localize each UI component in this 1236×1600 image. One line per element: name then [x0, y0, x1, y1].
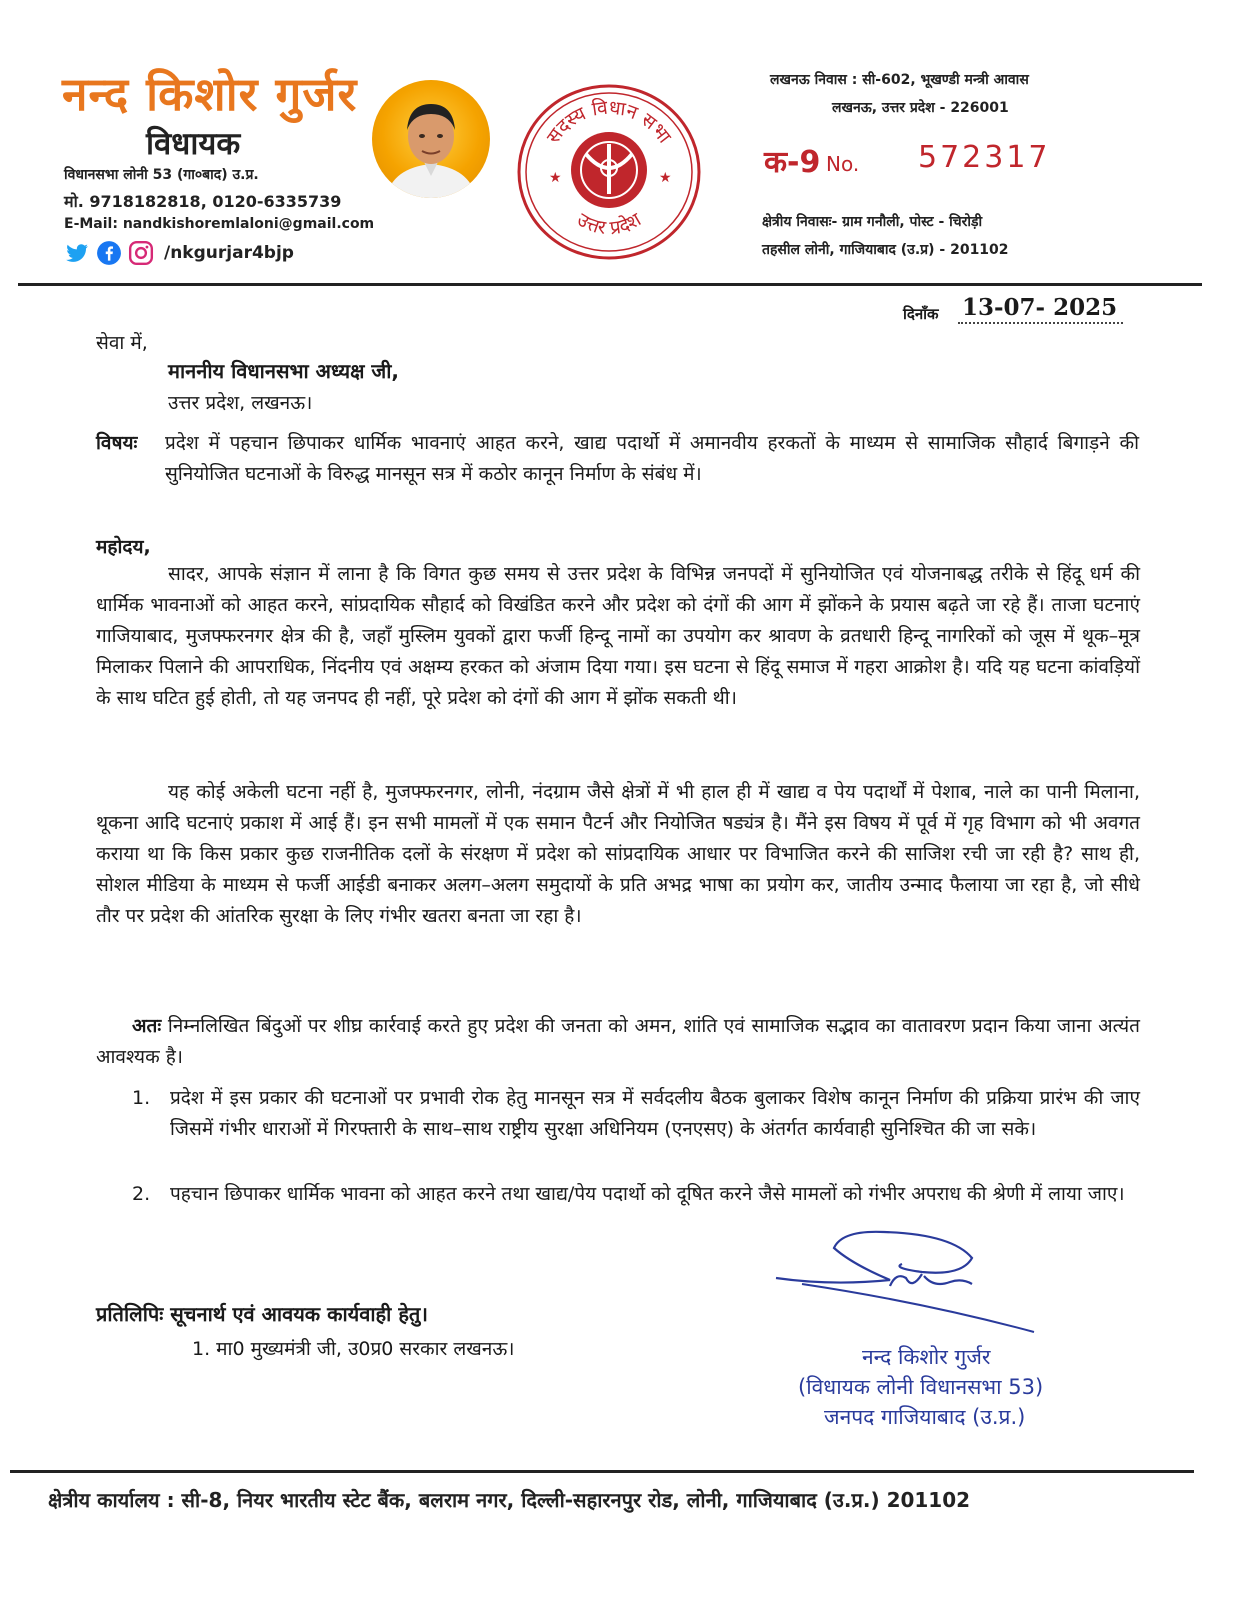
twitter-icon[interactable] — [64, 240, 90, 266]
list-item — [132, 1083, 1140, 1145]
para3-lead: अतः — [132, 1015, 162, 1037]
copy-label: प्रतिलिपिः सूचनार्थ एवं आवयक कार्यवाही हेतु। — [96, 1302, 428, 1326]
instagram-icon[interactable] — [128, 240, 154, 266]
list-item-text: प्रदेश में इस प्रकार की घटनाओं पर प्रभावी रोक हेतु मानसून सत्र में सर्वदलीय बैठक बुलाकर विशेष कानून निर्माण की प्रक्रिया प्रारंभ की जाए जिसमें गंभीर धाराओं में गिरफ्तारी के साथ–साथ राष्ट्रीय सुरक्षा अधिनियम (एनएसए) के अंतर्गत कार्यवाही सुनिश्चित की जा सके। — [170, 1087, 1140, 1140]
constituency-text: विधानसभा लोनी 53 (गा०बाद) उ.प्र. — [64, 167, 259, 183]
svg-text:उत्तर प्रदेश — [573, 208, 646, 239]
to-label: सेवा में, — [96, 332, 148, 354]
body-paragraph-3 — [96, 1011, 1140, 1073]
regional-address-line1: क्षेत्रीय निवासः- ग्राम गनौली, पोस्ट - चिरोड़ी — [762, 214, 983, 230]
list-item-text: पहचान छिपाकर धार्मिक भावना को आहत करने तथा खाद्य/पेय पदार्थो को दूषित करने जैसे मामलों को गंभीर अपराध की श्रेणी में लाया जाए। — [170, 1183, 1125, 1205]
para3-text: निम्नलिखित बिंदुओं पर शीघ्र कार्रवाई करते हुए प्रदेश की जनता को अमन, शांति एवं सामाजिक सद्भाव का वातावरण प्रदान किया जाना अत्यंत आवश्यक है। — [96, 1015, 1140, 1068]
mobile-numbers: मो. 9718182818, 0120-6335739 — [64, 192, 342, 211]
svg-text:★: ★ — [549, 170, 562, 186]
facebook-icon[interactable] — [96, 240, 122, 266]
portrait-photo — [372, 80, 490, 198]
header-divider — [18, 283, 1202, 286]
date-label: दिनाँक — [903, 305, 939, 323]
svg-text:★: ★ — [659, 170, 672, 186]
seal-top-text: सदस्य विधान सभा — [542, 96, 676, 148]
recipient-place: उत्तर प्रदेश, लखनऊ। — [168, 392, 313, 414]
ref-prefix: क-9 — [764, 145, 821, 180]
recipient-title: माननीय विधानसभा अध्यक्ष जी, — [168, 359, 400, 383]
copy-recipient: 1. मा0 मुख्यमंत्री जी, उ0प्र0 सरकार लखनऊ। — [192, 1338, 515, 1360]
signatory-name: नन्द किशोर गुर्जर — [862, 1345, 991, 1369]
lucknow-address-line2: लखनऊ, उत्तर प्रदेश - 226001 — [832, 100, 1009, 116]
designation-title: विधायक — [146, 126, 241, 162]
seal-emblem — [514, 82, 704, 262]
ref-number: 572317 — [918, 140, 1051, 175]
greeting: महोदय, — [96, 536, 151, 558]
handwritten-signature — [772, 1228, 1072, 1338]
lucknow-address-line1: लखनऊ निवास : सी-602, भूखण्डी मन्त्री आवास — [770, 72, 1029, 88]
subject-text: प्रदेश में पहचान छिपाकर धार्मिक भावनाएं आहत करने, खाद्य पदार्थो में अमानवीय हरकतों के माध्यम से सामाजिक सौहार्द बिगाड़ने की सुनियोजित घटनाओं के विरुद्ध मानसून सत्र में कठोर कानून निर्माण के संबंध में। — [165, 432, 1139, 485]
signatory-role: (विधायक लोनी विधानसभा 53) — [798, 1375, 1044, 1399]
list-item-number: 2. — [132, 1183, 151, 1205]
social-links — [64, 240, 294, 266]
date-value: 13-07- 2025 — [958, 294, 1123, 324]
footer-office-address: क्षेत्रीय कार्यालय : सी-8, नियर भारतीय स्टेट बैंक, बलराम नगर, दिल्ली-सहारनपुर रोड, लोनी, गाजियाबाद (उ.प्र.) 201102 — [48, 1488, 971, 1512]
portrait-figure — [372, 80, 490, 198]
ref-no-label: No. — [826, 152, 860, 176]
seal-bottom-text: उत्तर प्रदेश — [573, 208, 645, 240]
body-paragraph-2: यह कोई अकेली घटना नहीं है, मुजफ्फरनगर, लोनी, नंदग्राम जैसे क्षेत्रों में भी हाल ही में खाद्य व पेय पदार्थों में पेशाब, नाले का पानी मिलाना, थूकना आदि घटनाएं प्रकाश में आई हैं। इन सभी मामलों में एक समान पैटर्न और नियोजित षड्यंत्र है। मैंने इस विषय में पूर्व में गृह विभाग को भी अवगत कराया था कि किस प्रकार कुछ राजनीतिक दलों के संरक्षण में प्रदेश को सांप्रदायिक आधार पर विभाजित करने की साजिश रची जा रही है? साथ ही, सोशल मीडिया के माध्यम से फर्जी आईडी बनाकर अलग–अलग समुदायों के प्रति अभद्र भाषा का प्रयोग कर, जातीय उन्माद फैलाया जा रहा है, जो सीधे तौर पर प्रदेश की आंतरिक सुरक्षा के लिए गंभीर खतरा बनता जा रहा है। — [96, 781, 1140, 927]
subject-label: विषयः — [96, 432, 138, 454]
assembly-seal — [514, 82, 704, 262]
social-handle[interactable]: /nkgurjar4bjp — [164, 243, 294, 263]
email-text: E-Mail: nandkishoremlaloni@gmail.com — [64, 216, 375, 232]
body-paragraph-1: सादर, आपके संज्ञान में लाना है कि विगत कुछ समय से उत्तर प्रदेश के विभिन्न जनपदों में सुनियोजित एवं योजनाबद्ध तरीके से हिंदू धर्म की धार्मिक भावनाओं को आहत करने, सांप्रदायिक सौहार्द को विखंडित करने और प्रदेश को दंगों की आग में झोंकने के प्रयास बढ़ते जा रहे हैं। ताजा घटनाएं गाजियाबाद, मुजफ्फरनगर क्षेत्र की है, जहाँ मुस्लिम युवकों द्वारा फर्जी हिन्दू नामों का उपयोग कर श्रावण के व्रतधारी हिन्दू नागरिकों को जूस में थूक–मूत्र मिलाकर पिलाने की आपराधिक, निंदनीय एवं अक्षम्य हरकत को अंजाम दिया गया। इस घटना से हिंदू समाज में गहरा आक्रोश है। यदि यह घटना कांवड़ियों के साथ घटित हुई होती, तो यह जनपद ही नहीं, पूरे प्रदेश को दंगों की आग में झोंक सकती थी। — [96, 563, 1140, 709]
signatory-district: जनपद गाजियाबाद (उ.प्र.) — [824, 1405, 1026, 1429]
list-item-number: 1. — [132, 1087, 151, 1109]
footer-divider — [10, 1470, 1194, 1473]
mla-name-heading: नन्द किशोर गुर्जर — [62, 67, 358, 121]
regional-address-line2: तहसील लोनी, गाजियाबाद (उ.प्र) - 201102 — [762, 242, 1009, 258]
list-item — [132, 1179, 1140, 1210]
